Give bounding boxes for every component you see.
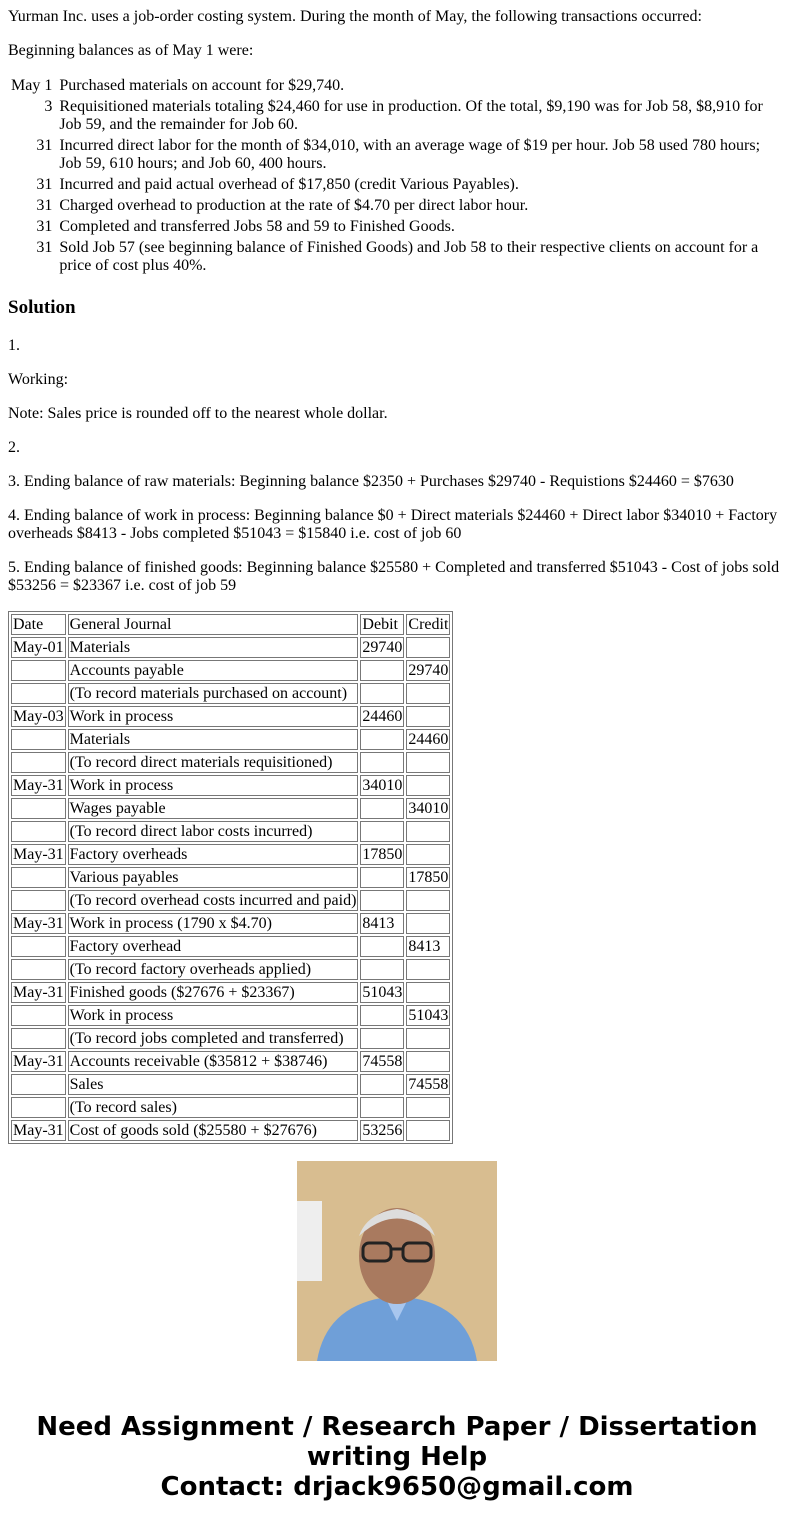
journal-credit xyxy=(406,775,450,796)
journal-date xyxy=(11,821,66,842)
journal-account: Various payables xyxy=(68,867,359,888)
transaction-row xyxy=(8,136,786,175)
journal-credit xyxy=(406,706,450,727)
journal-account: Materials xyxy=(68,637,359,658)
footer-ad xyxy=(0,1412,794,1502)
journal-date xyxy=(11,752,66,773)
journal-scroll-container[interactable] xyxy=(8,611,468,1139)
journal-row xyxy=(11,798,450,819)
journal-date xyxy=(11,1028,66,1049)
step-5: 5. Ending balance of finished goods: Beginning balance $25580 + Completed and transferred $51043 - Cost of jobs sold $53256 = $23367 i.e. cost of job 59 xyxy=(8,559,780,594)
journal-date: May-31 xyxy=(13,846,64,863)
journal-credit xyxy=(406,1051,450,1072)
transaction-row xyxy=(8,238,786,277)
journal-credit: 29740 xyxy=(408,662,449,679)
journal-credit xyxy=(406,752,450,773)
transaction-row xyxy=(8,217,786,238)
journal-date xyxy=(11,683,66,704)
journal-account: (To record overhead costs incurred and paid) xyxy=(69,892,357,909)
journal-date: May-31 xyxy=(13,915,64,932)
journal-credit: 24460 xyxy=(408,731,449,748)
step-2: 2. xyxy=(8,439,20,456)
journal-row xyxy=(11,959,450,980)
transaction-row xyxy=(8,97,786,136)
journal-debit xyxy=(360,1097,404,1118)
journal-row xyxy=(11,890,450,911)
journal-row xyxy=(11,1074,450,1095)
transaction-row xyxy=(8,196,786,217)
journal-date xyxy=(11,1097,66,1118)
journal-debit: 74558 xyxy=(362,1053,403,1070)
journal-row xyxy=(11,982,450,1003)
note-text: Note: Sales price is rounded off to the nearest whole dollar. xyxy=(8,405,388,422)
journal-account: Finished goods ($27676 + $23367) xyxy=(68,982,359,1003)
journal-date xyxy=(11,1005,66,1026)
journal-date: May-31 xyxy=(13,1122,64,1139)
journal-credit xyxy=(406,1028,450,1049)
journal-date: May-03 xyxy=(13,708,64,725)
beginning-balances-text: Beginning balances as of May 1 were: xyxy=(8,42,254,59)
journal-account: Sales xyxy=(68,1074,359,1095)
transaction-date: 31 xyxy=(36,239,53,256)
working-label: Working: xyxy=(8,371,69,388)
journal-date xyxy=(11,660,66,681)
transaction-row xyxy=(8,76,786,97)
journal-credit xyxy=(406,637,450,658)
journal-credit xyxy=(406,890,450,911)
journal-account: (To record direct materials requisitioned) xyxy=(68,752,359,773)
journal-date xyxy=(11,890,66,911)
journal-debit: 29740 xyxy=(362,639,403,656)
journal-date xyxy=(11,959,66,980)
journal-debit: 24460 xyxy=(362,708,403,725)
journal-account: (To record sales) xyxy=(68,1097,359,1118)
journal-account: Factory overheads xyxy=(68,844,359,865)
journal-debit: 8413 xyxy=(360,913,404,934)
journal-debit xyxy=(360,752,404,773)
transaction-date: 31 xyxy=(36,137,53,154)
transaction-row xyxy=(8,175,786,196)
transaction-text: Sold Job 57 (see beginning balance of Finished Goods) and Job 58 to their respective clients on account for a price of cost plus 40%. xyxy=(59,239,759,274)
journal-account: Work in process xyxy=(68,706,359,727)
journal-account: Factory overhead xyxy=(68,936,359,957)
header-credit: Credit xyxy=(408,616,449,633)
journal-account: Materials xyxy=(68,729,359,750)
journal-credit xyxy=(406,844,450,865)
journal-row xyxy=(11,1028,450,1049)
journal-row xyxy=(11,683,450,704)
journal-account: (To record factory overheads applied) xyxy=(68,959,359,980)
journal-header-row xyxy=(11,614,450,635)
document xyxy=(0,8,794,1139)
journal-account: Wages payable xyxy=(68,798,359,819)
journal-account: Work in process (1790 x $4.70) xyxy=(68,913,359,934)
journal-row xyxy=(11,752,450,773)
journal-date: May-31 xyxy=(13,777,64,794)
journal-debit xyxy=(360,798,404,819)
step-1: 1. xyxy=(8,337,20,354)
transactions-table xyxy=(8,76,786,277)
journal-debit xyxy=(360,660,404,681)
journal-row xyxy=(11,1005,450,1026)
journal-credit xyxy=(406,959,450,980)
general-journal-table xyxy=(8,611,453,1144)
journal-debit xyxy=(360,1074,404,1095)
journal-credit: 17850 xyxy=(408,869,449,886)
journal-debit xyxy=(360,821,404,842)
journal-account: Accounts receivable ($35812 + $38746) xyxy=(68,1051,359,1072)
journal-account: (To record materials purchased on account) xyxy=(68,683,359,704)
journal-row xyxy=(11,775,450,796)
transaction-date: May 1 xyxy=(11,77,53,94)
journal-row xyxy=(11,1097,450,1118)
journal-debit xyxy=(360,729,404,750)
journal-debit: 53256 xyxy=(362,1122,403,1139)
journal-date xyxy=(11,729,66,750)
journal-date xyxy=(11,798,66,819)
journal-account: Work in process xyxy=(68,1005,359,1026)
journal-row xyxy=(11,821,450,842)
header-date: Date xyxy=(11,614,66,635)
transaction-text: Incurred and paid actual overhead of $17,850 (credit Various Payables). xyxy=(59,176,519,193)
transaction-text: Purchased materials on account for $29,740. xyxy=(59,77,345,94)
journal-date xyxy=(11,936,66,957)
footer-line-1: Need Assignment / Research Paper / Dissertation writing Help xyxy=(36,1412,758,1472)
journal-row xyxy=(11,637,450,658)
journal-account: (To record jobs completed and transferred) xyxy=(68,1028,359,1049)
journal-credit xyxy=(406,1097,450,1118)
journal-debit xyxy=(360,936,404,957)
journal-row xyxy=(11,706,450,727)
journal-account: Work in process xyxy=(68,775,359,796)
journal-credit xyxy=(406,683,450,704)
footer-contact[interactable]: Contact: drjack9650@gmail.com xyxy=(160,1472,634,1502)
journal-credit xyxy=(406,982,450,1003)
transaction-text: Requisitioned materials totaling $24,460 for use in production. Of the total, $9,190 was for Job 58, $8,910 for Job 59, and the remainder for Job 60. xyxy=(59,98,763,133)
journal-credit xyxy=(406,913,450,934)
intro-text: Yurman Inc. uses a job-order costing system. During the month of May, the following transactions occurred: xyxy=(8,8,702,25)
author-avatar xyxy=(297,1161,497,1361)
journal-account: (To record direct labor costs incurred) xyxy=(68,821,359,842)
journal-debit xyxy=(360,1028,404,1049)
journal-debit xyxy=(360,890,404,911)
transaction-text: Completed and transferred Jobs 58 and 59 to Finished Goods. xyxy=(59,218,455,235)
transaction-text: Charged overhead to production at the rate of $4.70 per direct labor hour. xyxy=(59,197,529,214)
journal-credit xyxy=(406,821,450,842)
step-4: 4. Ending balance of work in process: Beginning balance $0 + Direct materials $24460 + Direct labor $34010 + Factory overheads $8413 - Jobs completed $51043 = $15840 i.e. cost of job 60 xyxy=(8,507,778,542)
transaction-date: 3 xyxy=(44,98,53,115)
journal-debit xyxy=(360,1005,404,1026)
journal-debit: 34010 xyxy=(362,777,403,794)
header-debit: Debit xyxy=(360,614,404,635)
journal-row xyxy=(11,867,450,888)
journal-debit xyxy=(360,959,404,980)
journal-debit: 51043 xyxy=(362,984,403,1001)
journal-credit: 34010 xyxy=(408,800,449,817)
transaction-date: 31 xyxy=(36,218,53,235)
journal-date: May-01 xyxy=(13,639,64,656)
journal-row xyxy=(11,729,450,750)
journal-date: May-31 xyxy=(13,1053,64,1070)
journal-credit: 51043 xyxy=(408,1007,449,1024)
journal-row xyxy=(11,660,450,681)
journal-debit xyxy=(360,683,404,704)
journal-row xyxy=(11,1120,450,1141)
journal-account: Accounts payable xyxy=(68,660,359,681)
journal-date xyxy=(11,1074,66,1095)
journal-debit xyxy=(360,867,404,888)
journal-account: Cost of goods sold ($25580 + $27676) xyxy=(68,1120,359,1141)
journal-credit: 74558 xyxy=(408,1076,449,1093)
journal-row xyxy=(11,844,450,865)
journal-credit xyxy=(406,1120,450,1141)
journal-row xyxy=(11,936,450,957)
journal-row xyxy=(11,913,450,934)
transaction-text: Incurred direct labor for the month of $34,010, with an average wage of $19 per hour. Job 58 used 780 hours; Job 59, 610 hours; and Job 60, 400 hours. xyxy=(59,137,761,172)
journal-debit: 17850 xyxy=(362,846,403,863)
step-3: 3. Ending balance of raw materials: Beginning balance $2350 + Purchases $29740 - Requistions $24460 = $7630 xyxy=(8,473,734,490)
journal-row xyxy=(11,1051,450,1072)
journal-credit: 8413 xyxy=(406,936,450,957)
transaction-date: 31 xyxy=(36,197,53,214)
journal-date xyxy=(11,867,66,888)
journal-date: May-31 xyxy=(13,984,64,1001)
transaction-date: 31 xyxy=(36,176,53,193)
header-journal: General Journal xyxy=(68,614,359,635)
solution-heading: Solution xyxy=(8,297,76,318)
